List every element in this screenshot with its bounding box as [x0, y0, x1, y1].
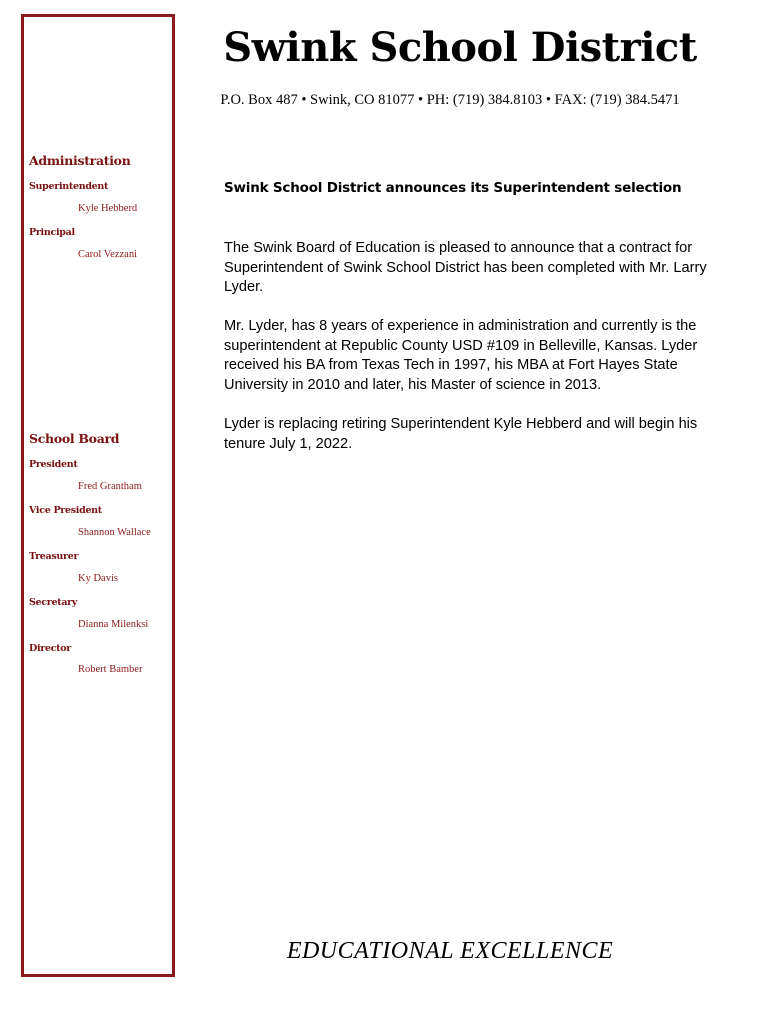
article-paragraph-1: The Swink Board of Education is pleased to announce that a contract for Superintendent of Swink School District has been completed with Mr. Larry Lyder.: [224, 240, 707, 295]
role-president: President: [29, 459, 78, 470]
letterhead-address: P.O. Box 487 • Swink, CO 81077 • PH: (719) 384.8103 • FAX: (719) 384.5471: [220, 92, 680, 108]
article-paragraph-3: Lyder is replacing retiring Superintendent Kyle Hebberd and will begin his tenure July 1, 2022.: [224, 416, 698, 452]
name-director: Robert Bamber: [78, 664, 143, 675]
name-superintendent: Kyle Hebberd: [78, 203, 138, 214]
role-treasurer: Treasurer: [29, 551, 79, 562]
role-vice-president: Vice President: [29, 505, 102, 516]
school-board-heading: School Board: [29, 431, 120, 446]
administration-heading: Administration: [29, 153, 131, 168]
role-principal: Principal: [29, 227, 75, 238]
name-vice-president: Shannon Wallace: [78, 527, 151, 538]
name-treasurer: Ky Davis: [78, 573, 118, 584]
name-principal: Carol Vezzani: [78, 249, 137, 260]
role-director: Director: [29, 643, 72, 654]
article-headline: Swink School District announces its Superintendent selection: [224, 180, 682, 196]
role-superintendent: Superintendent: [29, 181, 109, 192]
name-secretary: Dianna Milenksi: [78, 619, 149, 630]
role-secretary: Secretary: [29, 597, 78, 608]
article-paragraph-2: Mr. Lyder, has 8 years of experience in administration and currently is the superintendent at Republic County USD #109 in Belleville, Kansas. Lyder received his BA from Texas Tech in 1997, his MBA at Fort Hayes State University in 2010 and later, his Master of science in 2013.: [224, 318, 698, 393]
footer-motto: EDUCATIONAL EXCELLENCE: [286, 938, 614, 964]
letterhead-title: Swink School District: [223, 24, 697, 71]
sidebar-directory: [21, 14, 175, 977]
name-president: Fred Grantham: [78, 481, 142, 492]
